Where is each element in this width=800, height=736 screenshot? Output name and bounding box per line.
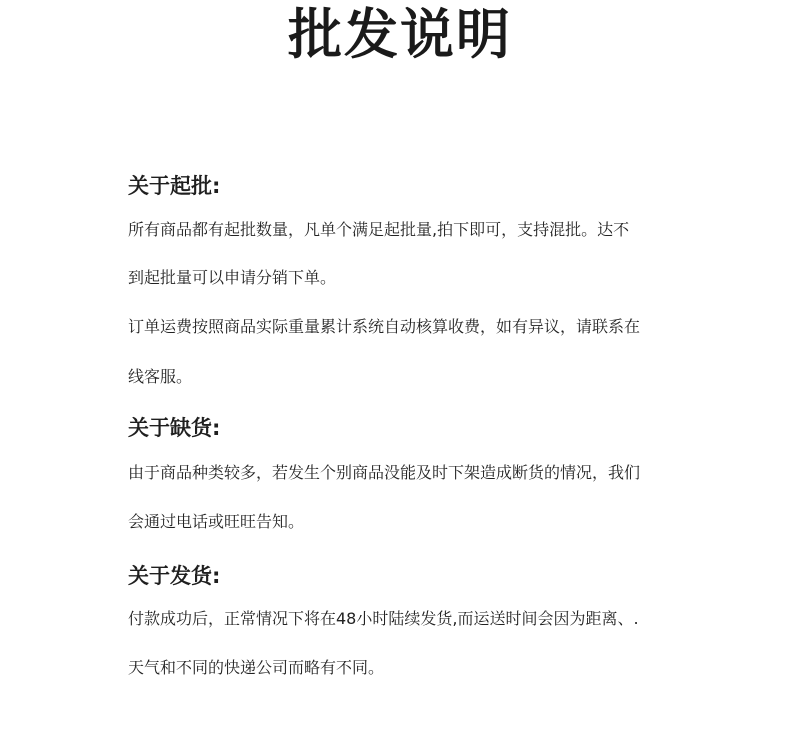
paragraph-line: 所有商品都有起批数量，凡单个满足起批量,拍下即可，支持混批。达不 xyxy=(128,220,630,239)
section-heading-shipping: 关于发货: xyxy=(128,564,221,588)
paragraph-line: 订单运费按照商品实际重量累计系统自动核算收费，如有异议，请联系在 xyxy=(128,317,641,336)
paragraph-line: 由于商品种类较多，若发生个别商品没能及时下架造成断货的情况，我们 xyxy=(128,463,641,482)
paragraph-line: 付款成功后，正常情况下将在48小时陆续发货,而运送时间会因为距离、. xyxy=(128,609,639,628)
paragraph-line: 会通过电话或旺旺告知。 xyxy=(128,512,305,531)
section-heading-out-of-stock: 关于缺货: xyxy=(128,416,221,440)
paragraph-line: 天气和不同的快递公司而略有不同。 xyxy=(128,658,385,677)
section-heading-minimum-order: 关于起批: xyxy=(128,174,221,198)
paragraph-line: 到起批量可以申请分销下单。 xyxy=(128,268,337,287)
paragraph-line: 线客服。 xyxy=(128,367,193,386)
page-title: 批发说明 xyxy=(288,3,512,66)
